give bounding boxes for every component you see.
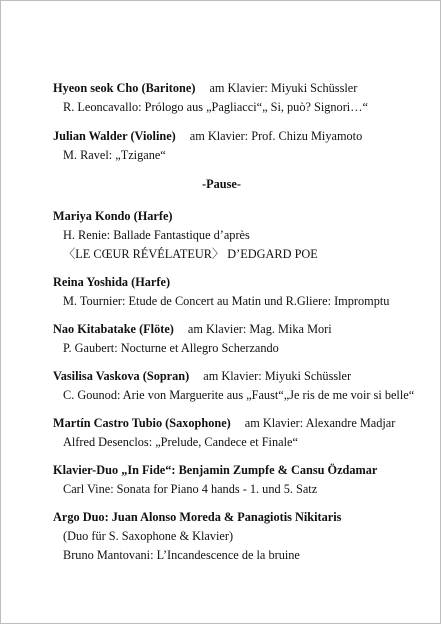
piece-line: M. Ravel: „Tzigane“ [63, 148, 166, 162]
piece-line: M. Tournier: Etude de Concert au Matin und R.Gliere: Impromptu [63, 294, 390, 308]
piece-line: (Duo für S. Saxophone & Klavier) [63, 529, 234, 543]
accompaniment: am Klavier: Alexandre Madjar [244, 416, 396, 430]
program-entry-3 [53, 207, 318, 264]
performer-name: Julian Walder (Violine) [53, 129, 176, 143]
program-entry-4 [53, 273, 389, 311]
piece-line: Bruno Mantovani: L’Incandescence de la bruine [63, 548, 300, 562]
performer-name: Vasilisa Vaskova (Sopran) [53, 369, 190, 383]
program-entry-2 [53, 127, 362, 165]
performer-name: Hyeon seok Cho (Baritone) [53, 81, 196, 95]
piece-line: P. Gaubert: Nocturne et Allegro Scherzando [63, 341, 279, 355]
program-entry-8 [53, 461, 377, 499]
pause-heading: -Pause- [202, 177, 241, 191]
performer-name: Reina Yoshida (Harfe) [53, 275, 171, 289]
piece-line: R. Leoncavallo: Prólogo aus „Pagliacci“„ Si, può? Signori…“ [63, 100, 368, 114]
piece-line: C. Gounod: Arie von Marguerite aus „Faust“„Je ris de me voir si belle“ [63, 388, 415, 402]
piece-line: Carl Vine: Sonata for Piano 4 hands - 1. und 5. Satz [63, 482, 318, 496]
program-entry-7 [53, 414, 395, 452]
performer-name: Martín Castro Tubio (Saxophone) [53, 416, 231, 430]
accompaniment: am Klavier: Mag. Mika Mori [187, 322, 332, 336]
piece-line: H. Renie: Ballade Fantastique d’après [63, 228, 250, 242]
program-entry-1 [53, 79, 368, 117]
performer-name: Nao Kitabatake (Flöte) [53, 322, 174, 336]
piece-line: 〈LE CŒUR RÉVÉLATEUR〉 D’EDGARD POE [63, 247, 318, 261]
accompaniment: am Klavier: Miyuki Schüssler [203, 369, 352, 383]
performer-name: Argo Duo: Juan Alonso Moreda & Panagiotis Nikitaris [53, 510, 342, 524]
performer-name: Mariya Kondo (Harfe) [53, 209, 173, 223]
accompaniment: am Klavier: Prof. Chizu Miyamoto [189, 129, 363, 143]
program-entry-5 [53, 320, 332, 358]
performer-name: Klavier-Duo „In Fide“: Benjamin Zumpfe & Cansu Özdamar [53, 463, 378, 477]
program-entry-9 [53, 508, 341, 565]
accompaniment: am Klavier: Miyuki Schüssler [209, 81, 358, 95]
piece-line: Alfred Desenclos: „Prelude, Candece et Finale“ [63, 435, 298, 449]
program-entry-6 [53, 367, 414, 405]
